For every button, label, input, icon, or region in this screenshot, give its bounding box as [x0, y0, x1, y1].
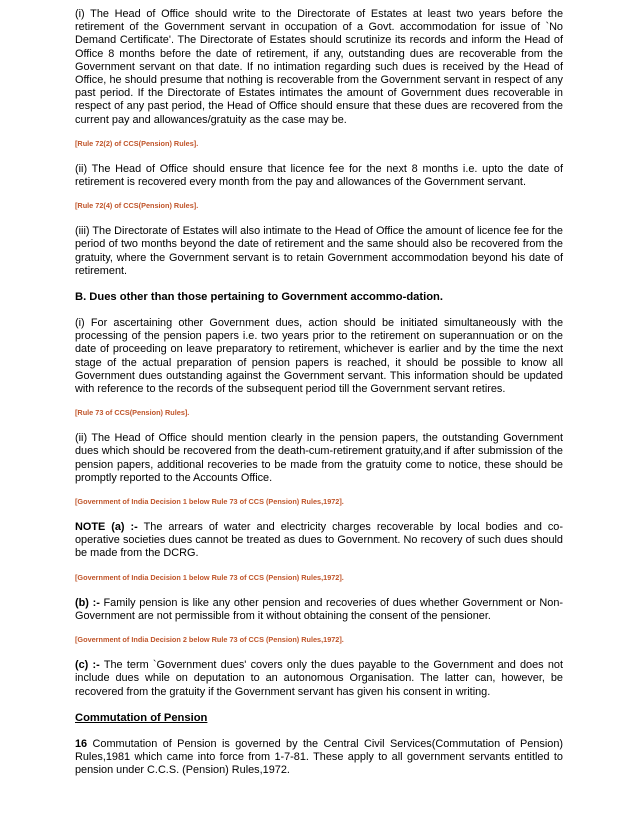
paragraph-16-text: Commutation of Pension is governed by the Central Civil Services(Commutation of Pension) Rules,1981 which came into force from 1-7-81. These apply to all government servants entitled to pension under C.C.S. (Pension) Rules,1972. [75, 737, 563, 777]
rule-reference: [Rule 73 of CCS(Pension) Rules]. [75, 408, 190, 418]
paragraph-a-i: (i) The Head of Office should write to the Directorate of Estates at least two years before the retirement of the Government servant in occupation of a Govt. accommodation for issue of `No Demand Certificate'. The Directorate of Estates should scrutinize its records and inform the Head of Office 8 months before the date of retirement, if any, outstanding dues are recoverable from the Government servant on that date. If no intimation regarding such dues is received by the Head of Office, he should presume that nothing is recoverable from the Government servant in respect of any past period. If the Directorate of Estates intimates the amount of Government dues recoverable in respect of any past period, the Head of Office should ensure that these dues are recovered from the current pay and allowances/gratuity as the case may be. [75, 8, 563, 126]
rule-reference: [Government of India Decision 1 below Rule 73 of CCS (Pension) Rules,1972]. [75, 572, 344, 582]
section-b-heading: B. Dues other than those pertaining to Government accommo-dation. [75, 291, 443, 304]
note-c-label: (c) :- [75, 659, 100, 672]
note-a [75, 521, 563, 561]
paragraph-a-ii: (ii) The Head of Office should ensure that licence fee for the next 8 months i.e. upto the date of retirement is recovered every month from the pay and allowances of the Government servant. [75, 162, 563, 189]
note-b-label: (b) :- [75, 596, 100, 609]
paragraph-number: 16 [75, 737, 88, 750]
paragraph-b-i: (i) For ascertaining other Government dues, action should be initiated simultaneously with the processing of the pension papers i.e. two years prior to the retirement on superannuation or on the date of proceeding on leave preparatory to retirement, whichever is earlier and by the time the next stage of the actual preparation of pension papers is reached, it should be possible to know all Government dues outstanding against the Government servant. This information should be updated with reference to the records of the subsequent period till the Government servant retires. [75, 317, 563, 396]
note-a-text: The arrears of water and electricity charges recoverable by local bodies and co-operative societies dues cannot be treated as dues to Government. No recovery of such dues should be made from the DCRG. [75, 521, 563, 560]
note-b [75, 597, 563, 623]
rule-reference: [Government of India Decision 2 below Rule 73 of CCS (Pension) Rules,1972]. [75, 635, 344, 645]
paragraph-a-iii: (iii) The Directorate of Estates will also intimate to the Head of Office the amount of licence fee for the period of two months beyond the date of retirement and the same should also be recovered from the gratuity, where the Government servant is to retain Government accommodation beyond his date of retirement. [75, 225, 563, 277]
note-b-text: Family pension is like any other pension and recoveries of dues whether Government or Non-Government are not permissible from it without obtaining the consent of the pensioner. [75, 596, 564, 622]
paragraph-16 [75, 738, 563, 778]
rule-reference: [Rule 72(4) of CCS(Pension) Rules]. [75, 201, 199, 211]
document-page [75, 8, 563, 788]
commutation-heading: Commutation of Pension [75, 711, 208, 724]
rule-reference: [Rule 72(2) of CCS(Pension) Rules]. [75, 138, 199, 148]
note-a-label: NOTE (a) :- [75, 521, 138, 534]
note-c-text: The term `Government dues' covers only the dues payable to the Government and does not include dues while on deputation to an autonomous Organisation. The latter can, however, be recovered from the gratuity if the Government servant has given his consent in writing. [75, 659, 563, 698]
paragraph-b-ii: (ii) The Head of Office should mention clearly in the pension papers, the outstanding Government dues which should be recovered from the death-cum-retirement gratuity,and if after submission of the pension papers, additional recoveries to be made from the gratuity come to notice, these should be promptly reported to the Accounts Office. [75, 432, 563, 484]
note-c [75, 659, 563, 699]
rule-reference: [Government of India Decision 1 below Rule 73 of CCS (Pension) Rules,1972]. [75, 497, 344, 507]
